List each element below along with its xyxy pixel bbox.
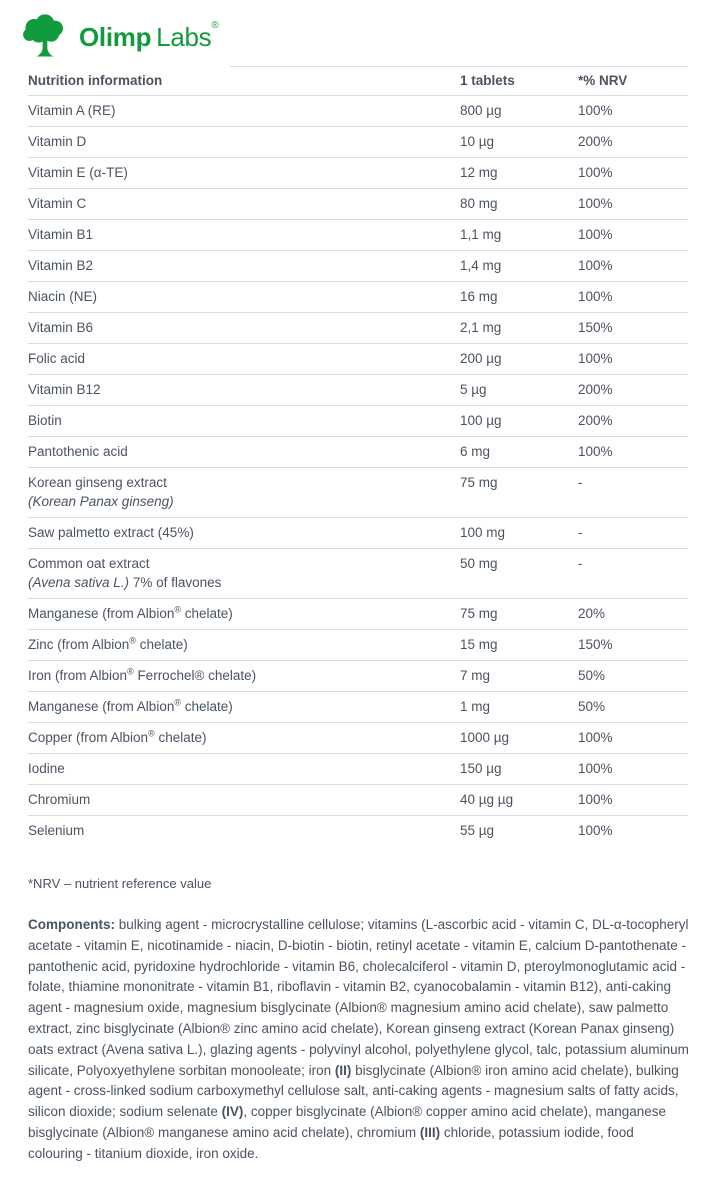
table-row [28,692,688,723]
nutrient-nrv: 200% [578,382,613,397]
nutrient-nrv: 150% [578,637,613,652]
table-top-divider [230,66,688,67]
nutrient-name: Niacin (NE) [28,289,98,304]
nutrient-amount: 800 µg [460,103,502,118]
table-row [28,723,688,754]
table-row [28,406,688,437]
brand-name-olimp: Olimp [79,21,152,52]
nutrient-name: Pantothenic acid [28,444,128,459]
table-row [28,251,688,282]
brand-name-labs: Labs [156,21,212,52]
nutrient-name: Manganese (from Albion® chelate) [28,604,233,621]
nutrient-name: Manganese (from Albion® chelate) [28,697,233,714]
table-row [28,220,688,251]
components-text: bulking agent - microcrystalline cellulose; vitamins (L-ascorbic acid - vitamin C, DL-α-tocopheryl acetate - vitamin E, nicotinamide - niacin, D-biotin - biotin, retinyl acetate - vitamin E, calcium D-pantothenate - pantothenic acid, pyridoxine hydrochloride - vitamin B6, cholecalciferol - vitamin D, pteroylmonoglutamic acid - folate, thiamine mononitrate - vitamin B1, riboflavin - vitamin B2, cyanocobalamin - vitamin B12), anti-caking agent - magnesium oxide, magnesium bisglycinate (Albion® magnesium amino acid chelate), saw palmetto extract, zinc bisglycinate (Albion® zinc amino acid chelate), Korean ginseng extract (Korean Panax ginseng) oats extract (Avena sativa L.), glazing agents - polyvinyl alcohol, polyethylene glycol, talc, potassium aluminum silicate, Polyoxyethylene sorbitan monooleate; iron (II) bisglycinate (Albion® iron amino acid chelate), bulking agent - cross-linked sodium carboxymethyl cellulose salt, anti-caking agents - magnesium salts of fatty acids, silicon dioxide; sodium selenate (IV), copper bisglycinate (Albion® copper amino acid chelate), manganese bisglycinate (Albion® manganese amino acid chelate), chromium (III) chloride, potassium iodide, food colouring - titanium dioxide, iron oxide. [28,917,689,1161]
nutrient-amount: 6 mg [460,444,491,459]
header-nutrition-information: Nutrition information [28,73,163,88]
nutrient-amount: 80 mg [460,196,498,211]
nutrient-name: Common oat extract (Avena sativa L.) 7% of flavones [28,556,460,591]
nutrient-name: Vitamin B1 [28,227,94,242]
nutrient-amount: 75 mg [460,475,498,490]
nutrient-nrv: - [578,475,583,490]
nutrient-amount: 10 µg [460,134,495,149]
table-row [28,282,688,313]
table-row [28,816,688,846]
nutrient-amount: 7 mg [460,668,491,683]
nutrient-nrv: 150% [578,320,613,335]
nutrient-amount: 200 µg [460,351,502,366]
header-nrv: *% NRV [578,73,628,88]
nutrient-name: Selenium [28,823,85,838]
nutrient-name: Copper (from Albion® chelate) [28,728,207,745]
nutrient-nrv: - [578,525,583,540]
nutrient-nrv: 100% [578,792,613,807]
table-row [28,549,688,599]
brand-wordmark [79,19,219,53]
nutrient-nrv: 100% [578,258,613,273]
nutrient-nrv: 200% [578,413,613,428]
table-row [28,313,688,344]
nutrient-name: Vitamin C [28,196,87,211]
nutrient-nrv: 100% [578,823,613,838]
nutrient-nrv: 100% [578,351,613,366]
header-serving: 1 tablets [460,73,515,88]
table-row [28,599,688,630]
nutrient-name: Biotin [28,413,62,428]
registered-mark: ® [211,19,219,31]
nutrient-amount: 40 µg µg [460,792,514,807]
nutrient-name: Vitamin B2 [28,258,94,273]
nutrient-amount: 100 µg [460,413,502,428]
nutrient-amount: 16 mg [460,289,498,304]
nutrient-amount: 55 µg [460,823,495,838]
nutrient-amount: 15 mg [460,637,498,652]
nutrient-amount: 1,4 mg [460,258,502,273]
nutrient-nrv: - [578,556,583,571]
nutrient-nrv: 20% [578,606,606,621]
nutrient-amount: 2,1 mg [460,320,502,335]
nutrient-amount: 150 µg [460,761,502,776]
nutrition-table-body [28,96,688,846]
nutrient-nrv: 100% [578,761,613,776]
nutrient-nrv: 200% [578,134,613,149]
table-row [28,96,688,127]
nutrient-nrv: 100% [578,196,613,211]
table-row [28,437,688,468]
table-row [28,468,688,518]
nutrient-amount: 100 mg [460,525,506,540]
nutrient-name: Saw palmetto extract (45%) [28,525,194,540]
nutrient-amount: 75 mg [460,606,498,621]
table-row [28,189,688,220]
nrv-footnote: *NRV – nutrient reference value [28,876,212,891]
nutrient-nrv: 100% [578,730,613,745]
components-label: Components: [28,917,115,932]
table-row [28,661,688,692]
nutrient-nrv: 100% [578,165,613,180]
table-row [28,375,688,406]
nutrient-nrv: 100% [578,227,613,242]
nutrient-name: Vitamin B6 [28,320,94,335]
table-row [28,518,688,549]
nutrient-amount: 1 mg [460,699,491,714]
nutrient-name: Vitamin D [28,134,87,149]
nutrient-nrv: 100% [578,103,613,118]
nutrient-amount: 50 mg [460,556,498,571]
nutrient-name: Vitamin A (RE) [28,103,116,118]
nutrient-name: Iodine [28,761,65,776]
components-paragraph [28,915,690,1165]
nutrient-name: Iron (from Albion® Ferrochel® chelate) [28,666,257,683]
table-row [28,630,688,661]
nutrient-subname: (Avena sativa L.) 7% of flavones [28,575,222,590]
nutrient-name: Folic acid [28,351,86,366]
nutrient-name: Korean ginseng extract (Korean Panax ginseng) [28,475,460,510]
nutrient-nrv: 50% [578,699,606,714]
nutrient-name: Zinc (from Albion® chelate) [28,635,188,652]
table-row [28,158,688,189]
nutrient-name: Chromium [28,792,91,807]
nutrient-amount: 5 µg [460,382,487,397]
nutrient-subname: (Korean Panax ginseng) [28,494,174,509]
table-row [28,754,688,785]
table-row [28,127,688,158]
nutrient-name: Vitamin E (α-TE) [28,165,128,180]
nutrient-nrv: 50% [578,668,606,683]
nutrient-amount: 1000 µg [460,730,510,745]
nutrient-nrv: 100% [578,444,613,459]
table-row [28,785,688,816]
olimp-labs-logo [20,14,218,60]
table-header-row [28,66,688,96]
nutrient-nrv: 100% [578,289,613,304]
nutrition-table [28,66,688,846]
nutrient-amount: 1,1 mg [460,227,502,242]
nutrient-amount: 12 mg [460,165,498,180]
table-row [28,344,688,375]
tree-icon [20,14,70,60]
nutrient-name: Vitamin B12 [28,382,101,397]
